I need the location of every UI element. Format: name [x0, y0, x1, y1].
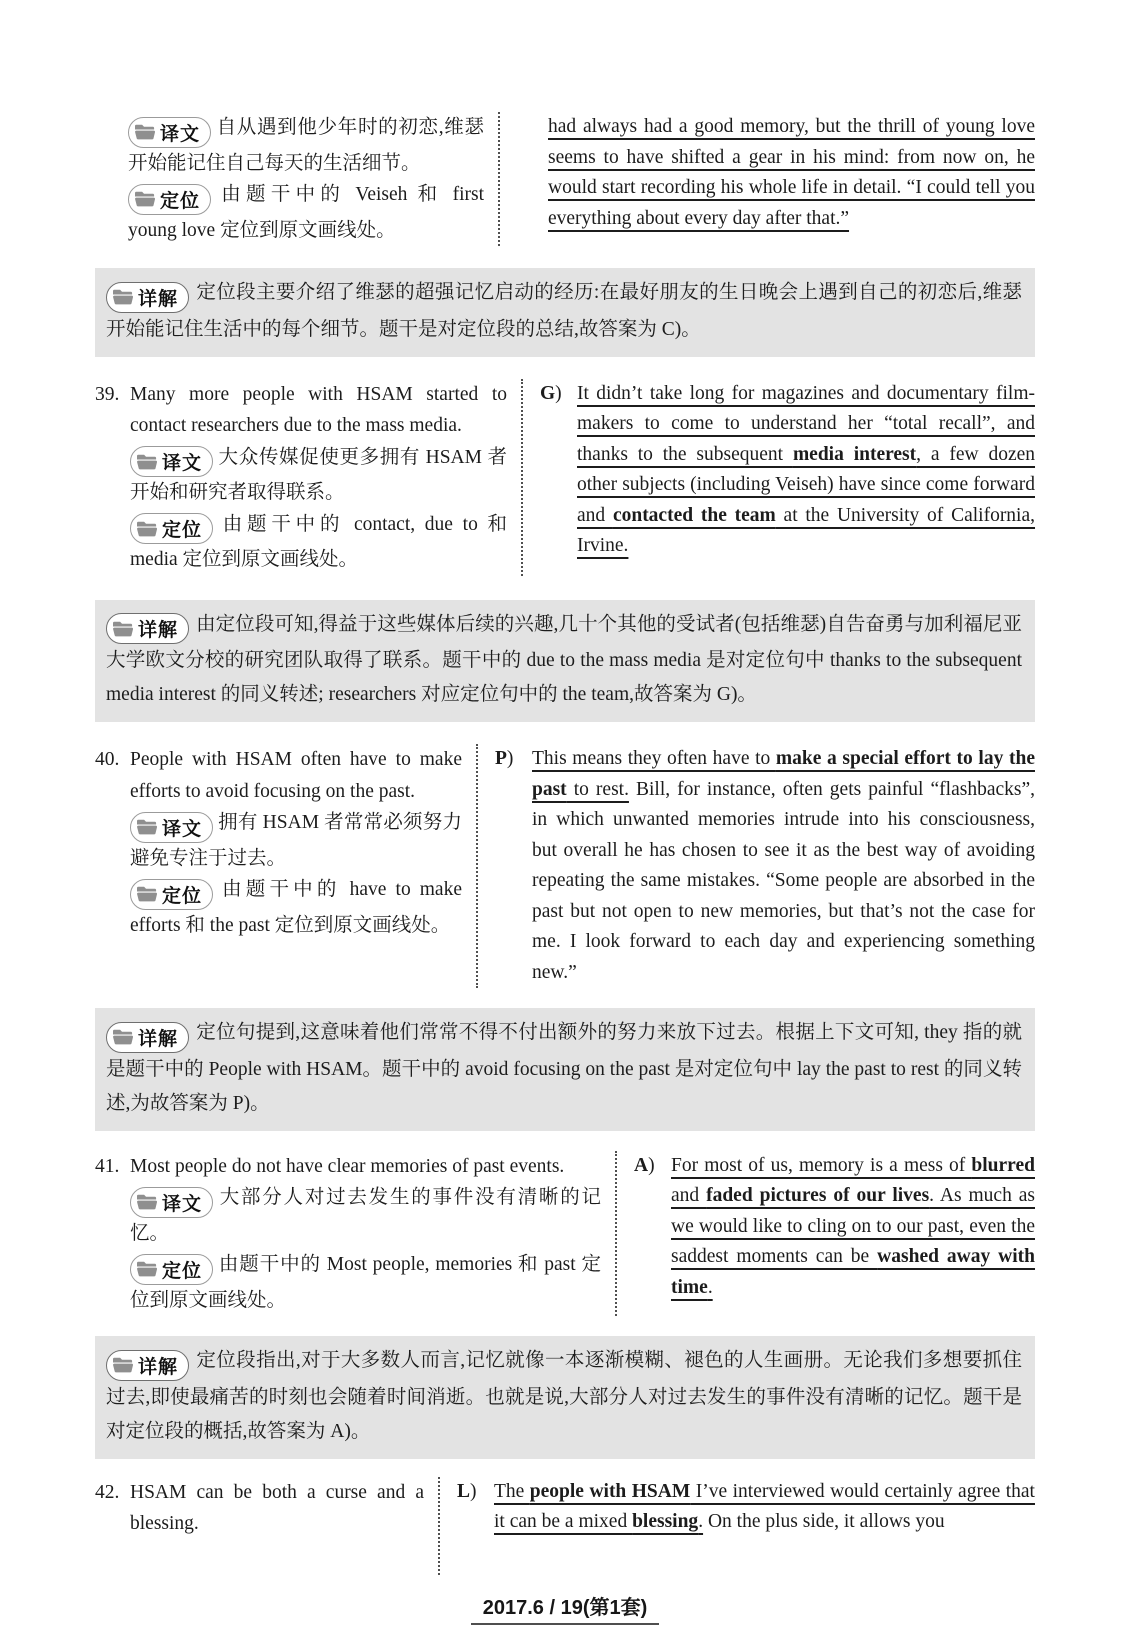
question-body — [130, 1151, 601, 1317]
question-number: 42. — [95, 1481, 120, 1503]
location-text: 由题干中的 Veiseh 和 first young love 定位到原文画线处。 — [128, 184, 484, 241]
explanation-text: 定位句提到,这意味着他们常常不得不付出额外的努力来放下过去。根据上下文可知, they 指的就是题干中的 People with HSAM。题干中的 avoid focusing on the past 是对定位句中 lay the past to rest 的同义转述,为故答案为 P)。 — [106, 1022, 1022, 1114]
intro-row — [95, 112, 1035, 246]
question-statement: Most people do not have clear memories of past events. — [130, 1155, 565, 1177]
question-40-option — [478, 744, 1035, 988]
folder-icon — [137, 886, 157, 902]
translation-paragraph — [130, 807, 462, 874]
location-text: 由题干中的 Most people, memories 和 past 定位到原文画线处。 — [130, 1254, 601, 1311]
question-number: 41. — [95, 1155, 120, 1177]
translation-badge — [128, 117, 211, 148]
question-statement: HSAM can be both a curse and a blessing. — [130, 1481, 424, 1534]
badge-label: 定位 — [162, 520, 203, 541]
explanation-badge — [106, 613, 189, 644]
translation-text: 大众传媒促使更多拥有 HSAM 者开始和研究者取得联系。 — [130, 446, 507, 503]
option-letter: G — [540, 382, 556, 404]
location-paragraph — [130, 509, 507, 576]
question-body — [130, 1477, 424, 1575]
option-label — [495, 744, 532, 775]
badge-label: 定位 — [160, 190, 201, 212]
passage-excerpt: had always had a good memory, but the thrill of young love seems to have shifted a gear in his mind: from now on, he would start recording his whole life in detail. “I could tell you everything about every day after that.” — [548, 116, 1035, 229]
option-paren: ) — [555, 382, 562, 404]
folder-icon — [137, 819, 157, 835]
intro-left-column — [95, 112, 500, 246]
folder-icon — [137, 521, 157, 537]
location-paragraph — [130, 1249, 601, 1316]
explanation-box-39 — [95, 600, 1035, 723]
badge-label: 译文 — [162, 1193, 203, 1215]
translation-paragraph — [128, 112, 484, 179]
option-text: For most of us, memory is a mess of blurred and faded pictures of our lives. As much as we would like to cling on to our past, even the saddest moments can be washed away with time. — [671, 1154, 1036, 1298]
question-39-option — [523, 379, 1035, 576]
question-number: 40. — [95, 749, 120, 770]
folder-icon — [113, 1029, 133, 1045]
location-paragraph — [128, 179, 484, 246]
question-40-left — [95, 744, 478, 988]
intro-right-column — [500, 112, 1035, 246]
translation-paragraph — [130, 442, 507, 509]
explanation-text: 定位段主要介绍了维瑟的超强记忆启动的经历:在最好朋友的生日晚会上遇到自己的初恋后,维瑟开始能记住生活中的每个细节。题干是对定位段的总结,故答案为 C)。 — [106, 282, 1022, 340]
question-39-left — [95, 379, 523, 576]
option-paren: ) — [648, 1154, 655, 1176]
page-footer-text: 2017.6 / 19(第1套) — [471, 1591, 660, 1625]
option-paren: ) — [506, 748, 514, 769]
question-42-left — [95, 1477, 440, 1575]
translation-text: 拥有 HSAM 者常常必须努力避免专注于过去。 — [130, 812, 462, 869]
option-label — [634, 1151, 671, 1182]
location-badge — [128, 184, 211, 215]
option-label — [540, 379, 577, 410]
page-footer — [95, 1591, 1035, 1625]
badge-label: 详解 — [138, 288, 179, 310]
badge-label: 译文 — [160, 123, 201, 145]
question-body — [130, 744, 462, 988]
explanation-box-40 — [95, 1008, 1035, 1131]
folder-icon — [135, 191, 155, 207]
translation-badge — [130, 812, 213, 843]
question-41-option — [617, 1151, 1035, 1317]
question-statement: Many more people with HSAM started to contact researchers due to the mass media. — [130, 383, 507, 436]
folder-icon — [135, 124, 155, 140]
badge-label: 详解 — [138, 1356, 179, 1378]
question-40-row — [95, 744, 1035, 988]
badge-label: 定位 — [162, 1260, 203, 1282]
option-text: The people with HSAM I’ve interviewed would certainly agree that it can be a mixed blessing. On the plus side, it allows you — [494, 1480, 1035, 1532]
location-badge — [130, 879, 213, 910]
translation-paragraph — [130, 1182, 601, 1249]
translation-text: 大部分人对过去发生的事件没有清晰的记忆。 — [130, 1187, 601, 1244]
badge-label: 译文 — [162, 453, 203, 474]
location-badge — [130, 513, 213, 544]
folder-icon — [113, 621, 133, 637]
explanation-box-38 — [95, 268, 1035, 357]
explanation-text: 定位段指出,对于大多数人而言,记忆就像一本逐渐模糊、褪色的人生画册。无论我们多想要抓住过去,即使最痛苦的时刻也会随着时间消逝。也就是说,大部分人对过去发生的事件没有清晰的记忆。题干是对定位段的概括,故答案为 A)。 — [106, 1350, 1022, 1442]
question-number: 39. — [95, 383, 120, 405]
question-statement: People with HSAM often have to make efforts to avoid focusing on the past. — [130, 749, 462, 802]
folder-icon — [137, 454, 157, 470]
question-41-row — [95, 1151, 1035, 1317]
folder-icon — [137, 1194, 157, 1210]
badge-label: 详解 — [138, 1028, 179, 1050]
location-paragraph — [130, 874, 462, 941]
intro-body — [95, 112, 484, 246]
explanation-badge — [106, 1350, 189, 1381]
badge-label: 详解 — [138, 620, 179, 641]
location-badge — [130, 1254, 213, 1285]
folder-icon — [113, 289, 133, 305]
explanation-badge — [106, 282, 189, 313]
option-letter: L — [457, 1480, 471, 1502]
option-label — [457, 1477, 494, 1508]
option-letter: P — [495, 748, 507, 769]
explanation-badge — [106, 1022, 189, 1053]
option-paren: ) — [470, 1480, 477, 1502]
option-text: It didn’t take long for magazines and documentary film-makers to come to understand her “total recall”, and thanks to the subsequent media interest, a few dozen other subjects (including Veiseh) have since come forward and contacted the team at the University of California, Irvine. — [577, 382, 1036, 556]
option-text: This means they often have to make a special effort to lay the past to rest. Bill, for instance, often gets painful “flashbacks”, in which unwanted memories intrude into his consciousness, but overall he has chosen to see it as the best way of avoiding repeating the same mistakes. “Some people are absorbed in the past but not open to new memories, but that’s not the case for me. I look forward to each day and experiencing something new.” — [532, 748, 1035, 983]
badge-label: 定位 — [162, 885, 203, 907]
question-41-left — [95, 1151, 617, 1317]
translation-badge — [130, 446, 213, 477]
question-42-row — [95, 1477, 1035, 1575]
explanation-text: 由定位段可知,得益于这些媒体后续的兴趣,几十个其他的受试者(包括维瑟)自告奋勇与加利福尼亚大学欧文分校的研究团队取得了联系。题干中的 due to the mass media 是对定位句中 thanks to the subsequent media interest 的同义转述; researchers 对应定位句中的 the team,故答案为 G)。 — [106, 613, 1022, 705]
folder-icon — [137, 1261, 157, 1277]
explanation-box-41 — [95, 1336, 1035, 1459]
question-body — [130, 379, 507, 576]
badge-label: 译文 — [162, 818, 203, 840]
question-39-row — [95, 379, 1035, 576]
option-letter: A — [634, 1154, 649, 1176]
folder-icon — [113, 1357, 133, 1373]
question-42-option — [440, 1477, 1035, 1575]
translation-text: 自从遇到他少年时的初恋,维瑟开始能记住自己每天的生活细节。 — [128, 117, 484, 174]
location-text: 由题干中的 have to make efforts 和 the past 定位到原文画线处。 — [130, 879, 462, 936]
location-text: 由题干中的 contact, due to 和 media 定位到原文画线处。 — [130, 513, 507, 570]
translation-badge — [130, 1187, 213, 1218]
